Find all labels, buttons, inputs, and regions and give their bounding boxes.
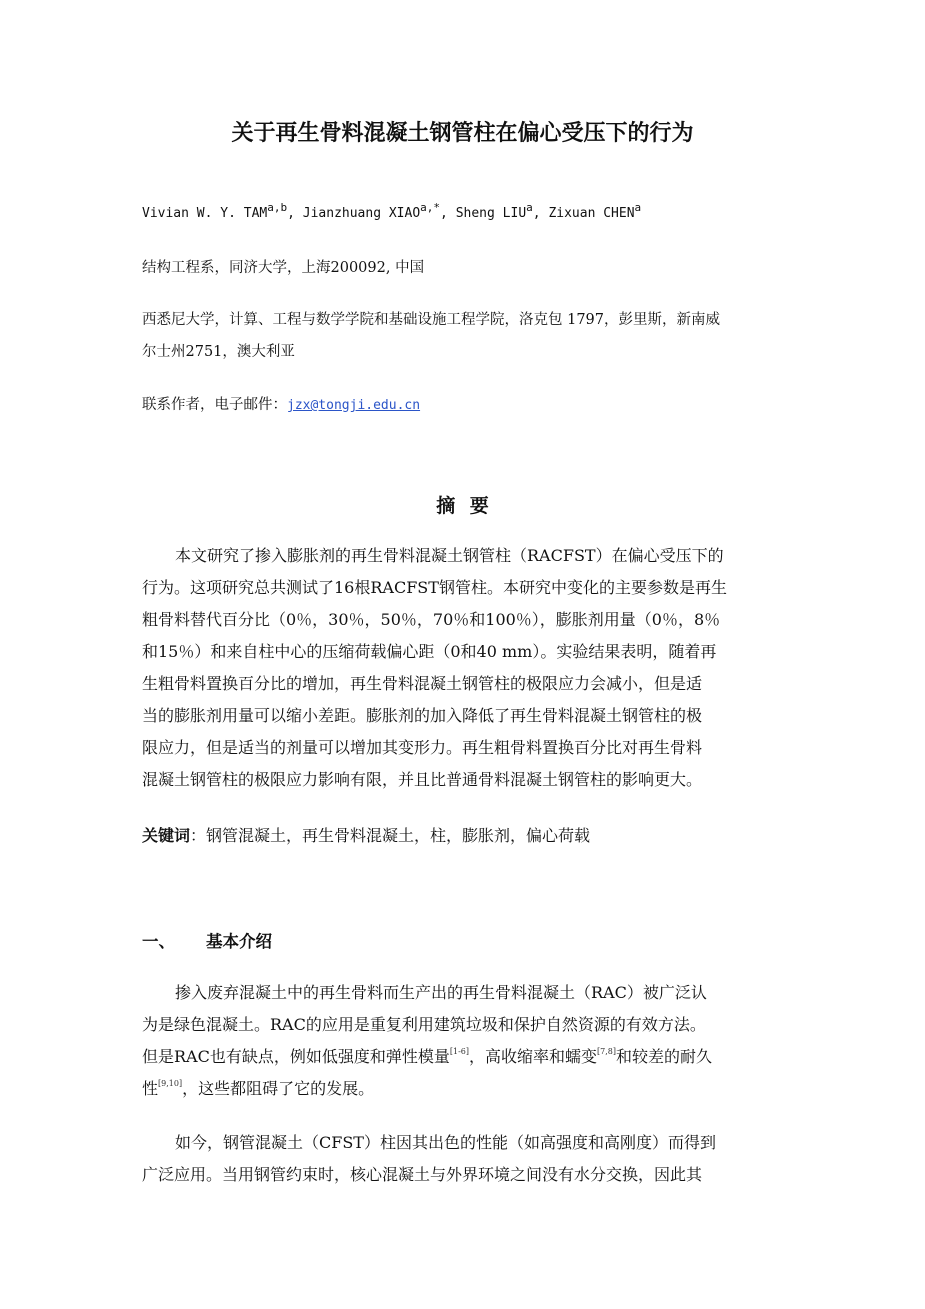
keywords-colon: ： bbox=[190, 826, 207, 845]
intro-text: 性 bbox=[142, 1079, 159, 1098]
abstract-heading: 摘 要 bbox=[436, 495, 489, 517]
affiliation-1: 结构工程系，同济大学，上海200092, 中国 bbox=[142, 260, 425, 276]
author-name: Zixuan CHEN bbox=[548, 206, 635, 221]
abstract-line: 本文研究了掺入膨胀剂的再生骨料混凝土钢管柱（RACFST）在偏心受压下的 bbox=[175, 546, 724, 565]
abstract-line: 生粗骨料置换百分比的增加，再生骨料混凝土钢管柱的极限应力会减小，但是适 bbox=[142, 674, 703, 693]
intro-paragraph-1 bbox=[142, 977, 787, 1105]
abstract-line: 粗骨料替代百分比（0％，30％，50％，70％和100％），膨胀剂用量（0％，8％ bbox=[142, 610, 721, 629]
citation-ref[interactable]: [1-6] bbox=[449, 1047, 469, 1056]
affiliation-2-line: 西悉尼大学，计算、工程与数学学院和基础设施工程学院，洛克包 1797，彭里斯，新南威 bbox=[142, 312, 721, 328]
keywords-label: 关键词 bbox=[142, 826, 191, 845]
author-list bbox=[142, 201, 642, 221]
paper-title: 关于再生骨料混凝土钢管柱在偏心受压下的行为 bbox=[231, 121, 694, 146]
intro-line: 如今，钢管混凝土（CFST）柱因其出色的性能（如高强度和高刚度）而得到 bbox=[175, 1133, 716, 1152]
section-heading bbox=[142, 928, 272, 952]
abstract-line: 限应力，但是适当的剂量可以增加其变形力。再生粗骨料置换百分比对再生骨料 bbox=[142, 738, 703, 757]
intro-text: 和较差的耐久 bbox=[615, 1047, 712, 1066]
contact-label: 联系作者，电子邮件： bbox=[142, 397, 287, 413]
keywords-text: 钢管混凝土，再生骨料混凝土，柱，膨胀剂，偏心荷载 bbox=[206, 826, 591, 845]
author-affiliation-mark: a,* bbox=[420, 201, 441, 214]
author-affiliation-mark: a bbox=[526, 201, 533, 214]
author-separator: , bbox=[532, 206, 549, 221]
intro-text: 但是RAC也有缺点，例如低强度和弹性模量 bbox=[142, 1047, 450, 1066]
author-separator: , bbox=[440, 206, 456, 221]
section-number: 一、 bbox=[142, 932, 175, 951]
author-affiliation-mark: a,b bbox=[267, 201, 288, 214]
author-name: Sheng LIU bbox=[455, 206, 527, 221]
author-name: Vivian W. Y. TAM bbox=[142, 206, 268, 221]
abstract-line: 当的膨胀剂用量可以缩小差距。膨胀剂的加入降低了再生骨料混凝土钢管柱的极 bbox=[142, 706, 703, 725]
intro-text: ，高收缩率和蠕变 bbox=[468, 1047, 597, 1066]
author-separator: , bbox=[287, 206, 303, 221]
citation-ref[interactable]: [7,8] bbox=[597, 1047, 616, 1056]
section-title: 基本介绍 bbox=[206, 932, 272, 951]
intro-line: 掺入废弃混凝土中的再生骨料而生产出的再生骨料混凝土（RAC）被广泛认 bbox=[175, 983, 707, 1002]
author-affiliation-mark: a bbox=[634, 201, 642, 214]
contact-line bbox=[142, 393, 420, 414]
abstract-paragraph bbox=[142, 540, 787, 796]
keywords-line bbox=[142, 823, 590, 846]
citation-ref[interactable]: [9,10] bbox=[158, 1079, 183, 1088]
abstract-line: 和15％）和来自柱中心的压缩荷载偏心距（0和40 mm）。实验结果表明，随着再 bbox=[142, 642, 717, 661]
contact-email-link[interactable]: jzx@tongji.edu.cn bbox=[287, 398, 421, 413]
intro-line bbox=[142, 1041, 787, 1073]
author-name: Jianzhuang XIAO bbox=[302, 206, 421, 221]
intro-line bbox=[142, 1073, 787, 1105]
abstract-line: 行为。这项研究总共测试了16根RACFST钢管柱。本研究中变化的主要参数是再生 bbox=[142, 578, 727, 597]
affiliation-2-line: 尔士州2751，澳大利亚 bbox=[142, 344, 295, 360]
intro-text: ，这些都阻碍了它的发展。 bbox=[182, 1079, 375, 1098]
abstract-line: 混凝土钢管柱的极限应力影响有限，并且比普通骨料混凝土钢管柱的影响更大。 bbox=[142, 770, 703, 789]
intro-line: 为是绿色混凝土。RAC的应用是重复利用建筑垃圾和保护自然资源的有效方法。 bbox=[142, 1015, 706, 1034]
intro-paragraph-2 bbox=[142, 1127, 787, 1191]
intro-line: 广泛应用。当用钢管约束时，核心混凝土与外界环境之间没有水分交换，因此其 bbox=[142, 1165, 703, 1184]
